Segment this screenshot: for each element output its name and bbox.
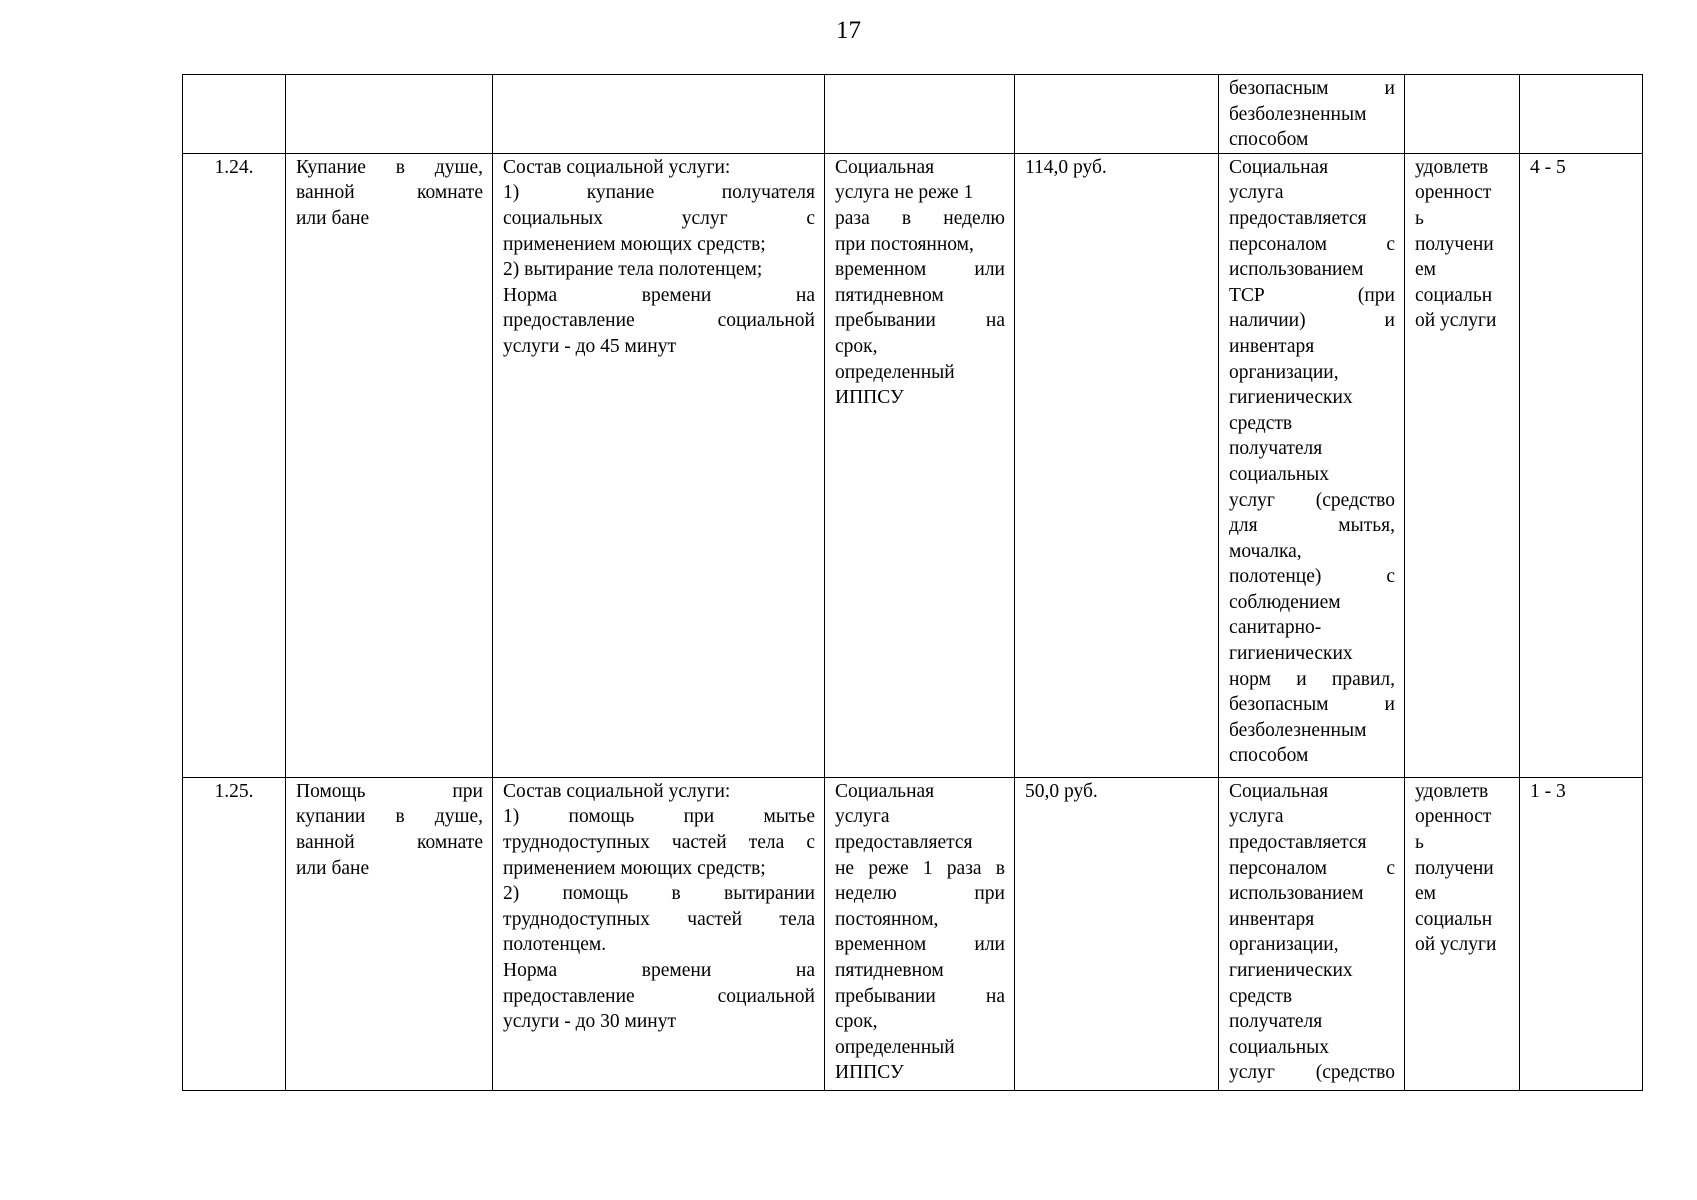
- text-line: неделю при: [835, 883, 1005, 905]
- text-line: безболезненным: [1229, 719, 1367, 741]
- text-line: Помощь при: [296, 780, 483, 802]
- text-line: ТСР (при: [1229, 284, 1395, 306]
- text-line: социальн: [1415, 908, 1493, 930]
- text-line: при постоянном,: [835, 233, 974, 255]
- text-line: пятидневном: [835, 959, 944, 981]
- cell-rating: 4 - 5: [1520, 153, 1643, 777]
- text-line: организации,: [1229, 361, 1339, 383]
- text-line: социальных: [1229, 463, 1330, 485]
- cell-quality: [1405, 777, 1520, 1090]
- text-line: Купание в душе,: [296, 156, 483, 178]
- text-line: Социальная: [835, 780, 935, 802]
- text-line: безболезненным: [1229, 103, 1367, 125]
- text-line: ИППСУ: [835, 1062, 904, 1084]
- text-line: Состав социальной услуги:: [503, 780, 731, 802]
- text-line: применением моющих средств;: [503, 857, 766, 879]
- text-line: срок,: [835, 335, 878, 357]
- text-line: не реже 1 раза в: [835, 857, 1005, 879]
- text-line: гигиенических: [1229, 643, 1353, 665]
- table-row-1-24: [183, 153, 1643, 777]
- text-line: Социальная: [1229, 156, 1329, 178]
- text-line: 2) помощь в вытирании: [503, 883, 815, 905]
- text-line: средств: [1229, 412, 1293, 434]
- text-line: услуга: [835, 806, 890, 828]
- text-line: ванной комнате: [296, 831, 483, 853]
- cell-quality: [1405, 153, 1520, 777]
- text-line: услуга не реже 1: [835, 182, 974, 204]
- text-line: временном или: [835, 934, 1005, 956]
- text-line: купании в душе,: [296, 806, 483, 828]
- cell-periodicity: [825, 75, 1015, 154]
- text-line: Социальная: [835, 156, 935, 178]
- text-line: услуг (средство: [1229, 489, 1395, 511]
- cell-conditions: [1219, 153, 1405, 777]
- text-line: услуга: [1229, 182, 1284, 204]
- text-line: пятидневном: [835, 284, 944, 306]
- cell-periodicity: [825, 153, 1015, 777]
- text-line: ь: [1415, 831, 1424, 853]
- text-line: 2) вытирание тела полотенцем;: [503, 259, 763, 281]
- text-line: Социальная: [1229, 780, 1329, 802]
- text-line: ем: [1415, 259, 1436, 281]
- text-line: ой услуги: [1415, 310, 1497, 332]
- cell-quality: [1405, 75, 1520, 154]
- text-line: предоставляется: [835, 831, 973, 853]
- text-line: полотенцем.: [503, 934, 607, 956]
- text-line: использованием: [1229, 883, 1364, 905]
- cell-number: [183, 75, 286, 154]
- social-services-table: [182, 74, 1643, 1091]
- text-line: средств: [1229, 985, 1293, 1007]
- text-line: организации,: [1229, 934, 1339, 956]
- text-line: персоналом с: [1229, 857, 1395, 879]
- text-line: услуга: [1229, 806, 1284, 828]
- cell-composition: [493, 75, 825, 154]
- text-line: труднодоступных частей тела: [503, 908, 815, 930]
- text-line: определенный: [835, 1036, 955, 1058]
- text-line: услуг (средство: [1229, 1062, 1395, 1084]
- table-row-1-25: [183, 777, 1643, 1090]
- cell-number: 1.24.: [183, 153, 286, 777]
- page-number: 17: [836, 17, 861, 44]
- text-line: норм и правил,: [1229, 668, 1395, 690]
- text-line: предоставление социальной: [503, 310, 815, 332]
- text-line: ИППСУ: [835, 387, 904, 409]
- text-line: услуги - до 30 минут: [503, 1011, 676, 1033]
- table-row-continuation: [183, 75, 1643, 154]
- text-line: Норма времени на: [503, 284, 815, 306]
- cell-composition: [493, 153, 825, 777]
- cell-periodicity: [825, 777, 1015, 1090]
- text-line: инвентаря: [1229, 335, 1315, 357]
- text-line: постоянном,: [835, 908, 939, 930]
- text-line: ой услуги: [1415, 934, 1497, 956]
- text-line: способом: [1229, 745, 1309, 767]
- text-line: инвентаря: [1229, 908, 1315, 930]
- text-line: получени: [1415, 857, 1494, 879]
- text-line: ванной комнате: [296, 182, 483, 204]
- cell-tariff: 50,0 руб.: [1015, 777, 1219, 1090]
- text-line: 1) помощь при мытье: [503, 806, 815, 828]
- text-line: труднодоступных частей тела с: [503, 831, 815, 853]
- text-line: для мытья,: [1229, 515, 1395, 537]
- text-line: предоставляется: [1229, 831, 1367, 853]
- text-line: оренност: [1415, 806, 1492, 828]
- text-line: Норма времени на: [503, 959, 815, 981]
- text-line: предоставление социальной: [503, 985, 815, 1007]
- text-line: наличии) и: [1229, 310, 1395, 332]
- text-line: Состав социальной услуги:: [503, 156, 731, 178]
- text-line: использованием: [1229, 259, 1364, 281]
- text-line: социальных: [1229, 1036, 1330, 1058]
- text-line: раза в неделю: [835, 207, 1005, 229]
- cell-tariff: 114,0 руб.: [1015, 153, 1219, 777]
- cell-number: 1.25.: [183, 777, 286, 1090]
- text-line: полотенце) с: [1229, 566, 1395, 588]
- cell-conditions: [1219, 777, 1405, 1090]
- cell-service-name: [286, 777, 493, 1090]
- cell-service-name: [286, 153, 493, 777]
- text-line: способом: [1229, 129, 1309, 151]
- cell-rating: [1520, 75, 1643, 154]
- text-line: пребывании на: [835, 310, 1005, 332]
- text-line: срок,: [835, 1011, 878, 1033]
- text-line: услуги - до 45 минут: [503, 335, 676, 357]
- cell-rating: 1 - 3: [1520, 777, 1643, 1090]
- text-line: или бане: [296, 207, 370, 229]
- text-line: мочалка,: [1229, 540, 1302, 562]
- text-line: определенный: [835, 361, 955, 383]
- text-line: получателя: [1229, 1011, 1323, 1033]
- text-line: удовлетв: [1415, 780, 1489, 802]
- text-line: применением моющих средств;: [503, 233, 766, 255]
- cell-composition: [493, 777, 825, 1090]
- text-line: получателя: [1229, 438, 1323, 460]
- text-line: ем: [1415, 883, 1436, 905]
- cell-service-name: [286, 75, 493, 154]
- text-line: удовлетв: [1415, 156, 1489, 178]
- text-line: временном или: [835, 259, 1005, 281]
- text-line: персоналом с: [1229, 233, 1395, 255]
- cell-tariff: [1015, 75, 1219, 154]
- text-line: социальн: [1415, 284, 1493, 306]
- text-line: безопасным и: [1229, 78, 1395, 99]
- text-line: гигиенических: [1229, 387, 1353, 409]
- text-line: безопасным и: [1229, 694, 1395, 716]
- text-line: ь: [1415, 207, 1424, 229]
- text-line: социальных услуг с: [503, 207, 815, 229]
- text-line: или бане: [296, 857, 370, 879]
- text-line: 1) купание получателя: [503, 182, 815, 204]
- text-line: соблюдением: [1229, 591, 1341, 613]
- text-line: получени: [1415, 233, 1494, 255]
- text-line: оренност: [1415, 182, 1492, 204]
- cell-conditions: [1219, 75, 1405, 154]
- text-line: пребывании на: [835, 985, 1005, 1007]
- text-line: гигиенических: [1229, 959, 1353, 981]
- text-line: предоставляется: [1229, 207, 1367, 229]
- text-line: санитарно-: [1229, 617, 1322, 639]
